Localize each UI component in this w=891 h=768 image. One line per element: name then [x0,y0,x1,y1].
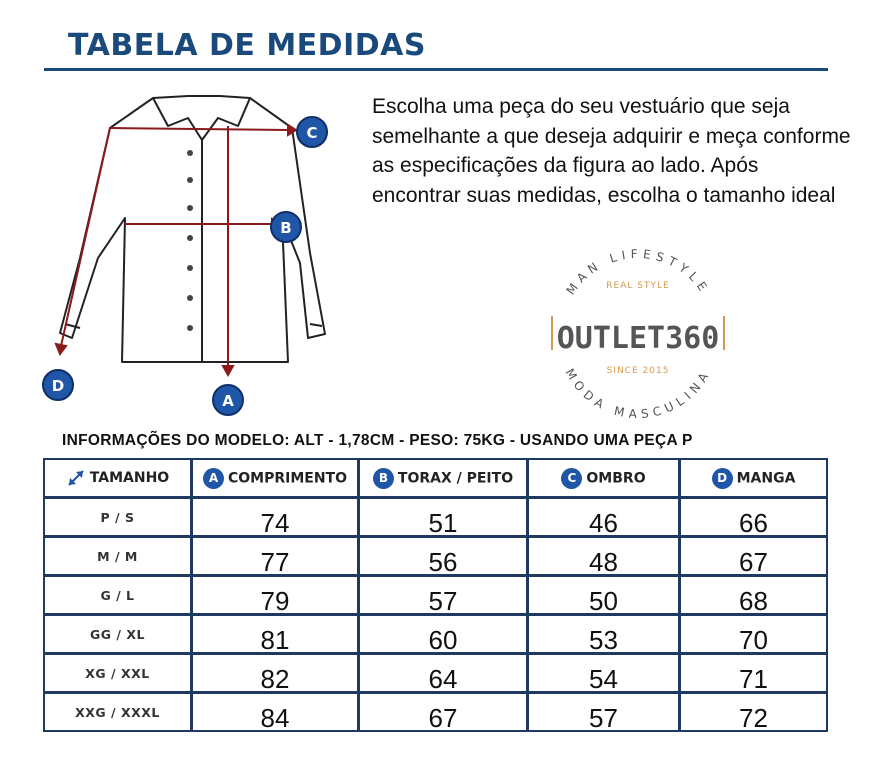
ombro-cell: 50 [529,577,681,616]
svg-text:A: A [222,392,234,410]
logo-tag-top: REAL STYLE [606,281,670,291]
badge-c-icon: C [561,468,582,489]
size-cell: M / M [45,538,193,577]
shirt-collar [153,98,250,140]
table-row [45,577,826,616]
size-chart-table [43,458,828,732]
comprimento-cell: 79 [193,577,360,616]
manga-cell: 67 [681,538,826,577]
shirt-buttons [187,150,193,331]
manga-cell: 71 [681,655,826,694]
badge-b-icon: B [373,468,394,489]
svg-text:MODA MASCULINA: MODA MASCULINA [562,366,714,422]
table-row [45,694,826,730]
torax-cell: 60 [360,616,529,655]
title-divider [44,68,828,71]
ombro-cell: 54 [529,655,681,694]
outlet360-logo [538,238,738,423]
table-header-row [45,460,826,499]
torax-cell: 56 [360,538,529,577]
sleeve-measure-line [61,128,110,346]
shoulder-measure-line [110,128,288,130]
size-cell: P / S [45,499,193,538]
size-cell: GG / XL [45,616,193,655]
table-row [45,538,826,577]
ombro-cell: 46 [529,499,681,538]
svg-text:D: D [51,377,65,395]
marker-c-icon [297,117,327,147]
manga-cell: 72 [739,702,768,733]
marker-d-icon [43,370,73,400]
marker-b-icon [271,212,301,242]
svg-text:B: B [280,219,292,237]
torax-cell: 57 [360,577,529,616]
comprimento-cell: 77 [193,538,360,577]
manga-cell: 66 [681,499,826,538]
logo-wordmark: OUTLET360 [556,321,720,356]
instructions-text: Escolha uma peça do seu vestuário que seja semelhante a que deseja adquirir e meça conforme as especificações da figura ao lado. Após encontrar suas medidas, escolha o tamanho ideal [372,95,851,207]
header-comprimento: A COMPRIMENTO [193,460,360,499]
badge-d-icon: D [712,468,733,489]
header-size: TAMANHO [45,460,193,499]
comprimento-cell: 81 [193,616,360,655]
manga-cell: 68 [681,577,826,616]
badge-a-icon: A [203,468,224,489]
logo-tag-bottom: SINCE 2015 [606,366,670,376]
ombro-cell: 57 [529,694,681,730]
marker-a-icon [213,385,243,415]
diagonal-arrow-icon [66,468,86,488]
comprimento-cell: 74 [193,499,360,538]
model-info: INFORMAÇÕES DO MODELO: ALT - 1,78CM - PESO: 75KG - USANDO UMA PEÇA P [62,432,693,449]
comprimento-cell: 82 [193,655,360,694]
torax-cell: 64 [360,655,529,694]
svg-text:C: C [306,124,318,142]
shirt-measurement-diagram [30,88,350,423]
table-row [45,499,826,538]
table-row [45,616,826,655]
header-ombro: C OMBRO [529,460,681,499]
table-row [45,655,826,694]
comprimento-cell: 84 [193,694,360,730]
header-manga: D MANGA [681,460,826,499]
ombro-cell: 53 [529,616,681,655]
torax-cell: 51 [360,499,529,538]
size-cell: XXG / XXXL [45,694,193,730]
page-title: TABELA DE MEDIDAS [68,28,426,63]
torax-cell: 67 [360,694,529,730]
manga-cell: 70 [681,616,826,655]
header-torax: B TORAX / PEITO [360,460,529,499]
ombro-cell: 48 [529,538,681,577]
svg-text:MAN LIFESTYLE: MAN LIFESTYLE [563,246,713,298]
size-cell: G / L [45,577,193,616]
size-cell: XG / XXL [45,655,193,694]
